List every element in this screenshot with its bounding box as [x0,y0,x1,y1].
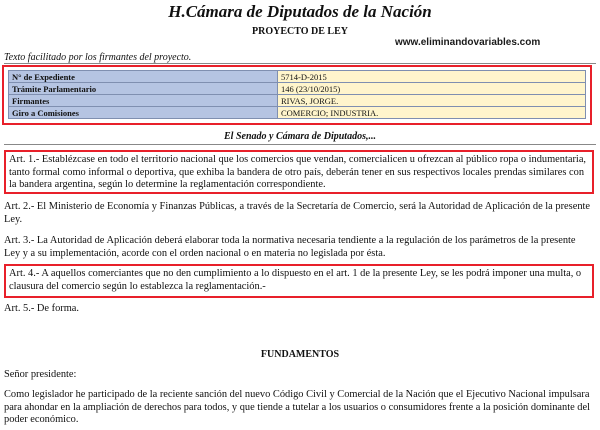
project-label: PROYECTO DE LEY [252,26,348,37]
subtitle: Texto facilitado por los firmantes del proyecto. [4,52,192,63]
meta-key: Firmantes [9,95,278,107]
table-row [9,95,586,107]
fundamentos-paragraph: Como legislador he participado de la reciente sanción del nuevo Código Civil y Comercial de la Nación que el Ejecutivo Nacional impulsara para ahondar en la ampliación de derechos para todos, y que tiende a tutelar a los usuarios o consumidores frente a la posición dominante del poder económico. [4,389,591,425]
meta-value: RIVAS, JORGE. [278,95,586,107]
divider [4,63,596,64]
greeting: Señor presidente: [4,369,77,380]
fundamentos-heading: FUNDAMENTOS [260,349,340,360]
meta-key: Giro a Comisiones [9,107,278,119]
meta-value: COMERCIO; INDUSTRIA. [278,107,586,119]
meta-value: 146 (23/10/2015) [278,83,586,95]
meta-key: Trámite Parlamentario [9,83,278,95]
divider [4,144,596,145]
senado-heading: El Senado y Cámara de Diputados,... [224,131,376,142]
table-row [9,71,586,83]
meta-key: N° de Expediente [9,71,278,83]
table-row [9,83,586,95]
meta-value: 5714-D-2015 [278,71,586,83]
metadata-table [8,70,586,119]
article-3: Art. 3.- La Autoridad de Aplicación deberá elaborar toda la normativa necesaria tendiente a la regulación de los parámetros de la presente Ley y a su implementación, acorde con el orden nacional o en materia no legislada por ésta. [4,235,576,259]
article-5: Art. 5.- De forma. [4,303,80,314]
metadata-highlight-box [2,65,592,125]
article-1: Art. 1.- Establézcase en todo el territorio nacional que los comercios que vendan, comercialicen u ofrezcan al público ropa o indumentaria, tanto formal como informal o deportiva, que exhiba la bandera de otro país, deberán tener en sus respectivos locales prendas similares con la bandera argentina, según lo determine la reglamentación correspondiente. [4,150,594,194]
article-4: Art. 4.- A aquellos comerciantes que no den cumplimiento a lo dispuesto en el art. 1 de la presente Ley, se les podrá imponer una multa, o clausura del comercio según lo establezca la reglamentación.- [4,264,594,298]
article-2: Art. 2.- El Ministerio de Economía y Finanzas Públicas, a través de la Secretaría de Comercio, será la Autoridad de Aplicación de la presente Ley. [4,201,591,225]
watermark-text: www.eliminandovariables.com [395,37,541,48]
page-title: H.Cámara de Diputados de la Nación [168,2,432,21]
table-row [9,107,586,119]
